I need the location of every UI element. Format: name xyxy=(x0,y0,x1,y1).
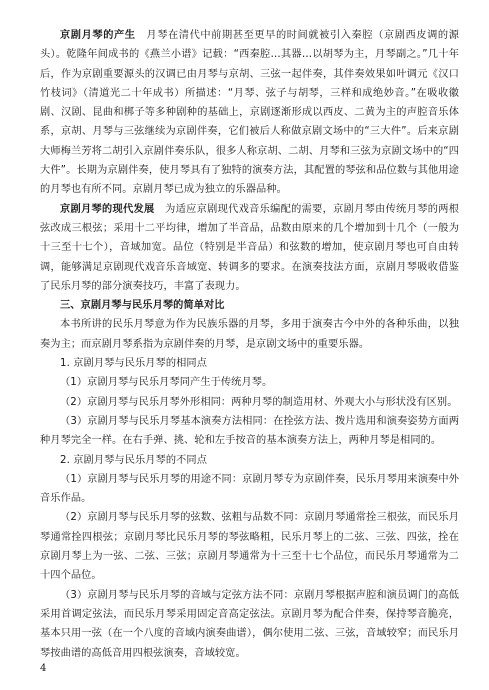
paragraph-modern-development xyxy=(40,200,459,296)
paragraph-intro: 本书所讲的民乐月琴意为作为民族乐器的月琴，多用于演奏古今中外的各种乐曲，以独奏为主；而京剧月琴系指为京剧伴奏的月琴，是京剧文场中的重要乐器。 xyxy=(40,319,459,350)
subheading-similarities: 1. 京剧月琴与民乐月琴的相同点 xyxy=(60,358,207,370)
list-item-difference-3: （3）京剧月琴与民乐月琴的音域与定弦方法不同：京剧月琴根据声腔和演员调门的高低采用首调定弦法，而民乐月琴采用固定音高定弦法。京剧月琴为配合伴奏，保持琴音脆亮，基本只用一弦（在一个八度的音域内演奏曲谱），偶尔使用二弦、三弦，音域较窄；而民乐月琴按曲谱的高低音用四根弦演奏，音域较宽。 xyxy=(40,589,459,659)
document-page xyxy=(40,26,459,663)
list-item-similarity-2: （2）京剧月琴与民乐月琴外形相同：两种月琴的制造用材、外观大小与形状没有区别。 xyxy=(60,396,458,408)
list-item-difference-2: （2）京剧月琴与民乐月琴的弦数、弦粗与品数不同：京剧月琴通常拴三根弦，而民乐月琴通常拴四根弦；京剧月琴比民乐月琴的琴弦略粗，民乐月琴上的二弦、三弦、四弦，拴在京剧月琴上为一弦、二弦、三弦；京剧月琴通常为十三至十七个品位，而民乐月琴通常为二十四个品位。 xyxy=(40,512,459,582)
list-item-similarity-3: （3）京剧月琴与民乐月琴基本演奏方法相同：在拴弦方法、拨片选用和演奏姿势方面两种月琴完全一样。在右手弹、挑、轮和左手按音的基本演奏方法上，两种月琴是相同的。 xyxy=(40,415,459,447)
list-item-difference-1: （1）京剧月琴与民乐月琴的用途不同：京剧月琴专为京剧伴奏，民乐月琴用来演奏中外音乐作品。 xyxy=(40,473,459,505)
section-heading: 三、京剧月琴与民乐月琴的简单对比 xyxy=(60,300,225,312)
paragraph-origin xyxy=(40,26,459,200)
page-number: 4 xyxy=(40,663,47,674)
paragraph-lead-origin: 京剧月琴的产生 xyxy=(60,30,136,41)
list-item-similarity-1: （1）京剧月琴与民乐月琴同产生于传统月琴。 xyxy=(60,377,273,389)
paragraph-text-modern: 为适应京剧现代戏音乐编配的需要，京剧月琴由传统月琴的两根弦改成三根弦；采用十二平均律，增加了半音品，品数由原来的几个增加到十几个（一般为十三至十七个），音域加宽。品位（特别是半音品）和弦数的增加，使京剧月琴也可自由转调，能够满足京剧现代戏音乐音域宽、转调多的要求。在演奏技法方面，京剧月琴吸收借鉴了民乐月琴的部分演奏技巧，丰富了表现力。 xyxy=(40,203,459,292)
subheading-differences: 2. 京剧月琴与民乐月琴的不同点 xyxy=(60,454,207,466)
paragraph-lead-modern: 京剧月琴的现代发展 xyxy=(60,203,155,215)
paragraph-text-origin: 月琴在清代中前期甚至更早的时间就被引入秦腔（京剧西皮调的源头）。乾隆年间成书的《燕兰小谱》记载：“西秦腔…其器…以胡琴为主，月琴副之。”几十年后，作为京剧重要源头的汉调已由月琴与京胡、三弦一起伴奏，其伴奏效果如叶调元《汉口竹枝词》（清道光二十年成书）所描述：“月琴、弦子与胡琴，三样和成绝妙音。”在吸收徽剧、汉剧、昆曲和梆子等多种剧种的基础上，京剧逐渐形成以西皮、二黄为主的声腔音乐体系，京胡、月琴与三弦继续为京剧伴奏，它们被后人称做京剧文场中的“三大件”。后来京剧大师梅兰芳将二胡引入京剧伴奏乐队，很多人称京胡、二胡、月琴和三弦为京剧文场中的“四大件”。长期为京剧伴奏，使月琴具有了独特的演奏方法，其配置的琴弦和品位数与其他用途的月琴也有所不同。京剧月琴已成为独立的乐器品种。 xyxy=(40,30,460,196)
